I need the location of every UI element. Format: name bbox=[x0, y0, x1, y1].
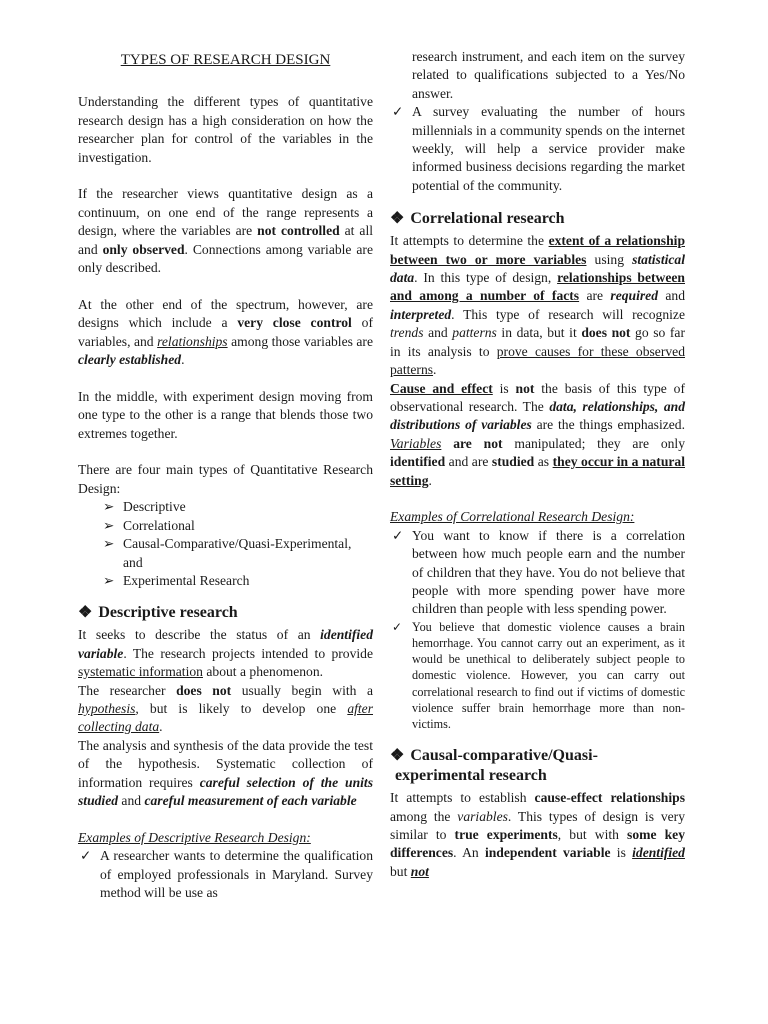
checkmark-icon: ✓ bbox=[392, 527, 404, 543]
checkmark-icon: ✓ bbox=[80, 848, 92, 864]
list-item: ✓ A researcher wants to determine the qualification of employed professionals in Maryland. Survey method will be use as bbox=[80, 848, 373, 900]
correlational-examples-heading: Examples of Correlational Research Design: bbox=[390, 509, 635, 525]
causal-paragraph-1: It attempts to establish cause-effect relationships among the variables. This types of design is very similar to true experiments, but with some key differences. An independent variable is identified but not bbox=[390, 790, 685, 879]
list-item: ✓ You believe that domestic violence causes a brain hemorrhage. You cannot carry out an experiment, as it would be unethical to deliberately subject people to domestic violence. However, you can carry out correlational research to find out if victims of domestic violence suffer brain hemorrhage more than non-victims. bbox=[392, 619, 685, 731]
list-item: ➢ Experimental Research bbox=[78, 572, 373, 590]
intro-paragraph-2: If the researcher views quantitative design as a continuum, on one end of the range represents a design, where the variables are not controlled at all and only observed. Connections among variable are only described. bbox=[78, 186, 373, 276]
causal-comparative-heading: ❖ Causal-comparative/Quasi- experimental research bbox=[390, 747, 598, 785]
descriptive-paragraph-2: The researcher does not usually begin with a hypothesis, but is likely to develop one after collecting data. bbox=[78, 682, 373, 735]
intro-paragraph-4: In the middle, with experiment design moving from one type to the other is a range that blends those two extremes together. bbox=[78, 388, 373, 441]
correlational-paragraph-2: Cause and effect is not the basis of this type of observational research. The data, relationships, and distributions of variables are the things emphasized. Variables are not manipulated; they are only identified and are studied as they occur in a natural setting. bbox=[390, 380, 686, 488]
correlational-heading: ❖ Correlational research bbox=[390, 210, 565, 228]
descriptive-heading: ❖ Descriptive research bbox=[78, 604, 238, 622]
research-types-list bbox=[78, 498, 373, 590]
intro-paragraph-3: At the other end of the spectrum, however, are designs which include a very close control of variables, and relationships among those variables are clearly established. bbox=[78, 296, 373, 368]
list-item: ➢ Causal-Comparative/Quasi-Experimental, and bbox=[103, 536, 352, 570]
diamond-bullet-icon: ❖ bbox=[78, 604, 93, 622]
diamond-bullet-icon: ❖ bbox=[390, 210, 405, 228]
left-column bbox=[78, 48, 373, 902]
page-title: TYPES OF RESEARCH DESIGN bbox=[120, 52, 331, 68]
list-item: ✓ A survey evaluating the number of hours millennials in a community spends on the internet weekly, will help a service provider make informed business decisions regarding the market potential of the community. bbox=[392, 104, 685, 193]
right-column bbox=[390, 48, 685, 881]
correlational-paragraph-1: It attempts to determine the extent of a relationship between two or more variables using statistical data. In this type of design, relationships between and among a number of facts are required and interpreted. This type of research will recognize trends and patterns in data, but it does not go so far in its analysis to prove causes for these observed patterns. bbox=[390, 233, 685, 378]
descriptive-examples-list bbox=[78, 847, 373, 902]
list-item: ✓ You want to know if there is a correlation between how much people earn and the number of children that they have. You do not believe that people with more spending power have more children than people with less spending power. bbox=[392, 527, 685, 617]
arrow-bullet-icon: ➢ bbox=[103, 499, 115, 515]
list-item: ➢ Descriptive bbox=[78, 498, 373, 516]
intro-paragraph-5: There are four main types of Quantitative Research Design: bbox=[78, 462, 373, 496]
checkmark-icon: ✓ bbox=[392, 619, 403, 634]
arrow-bullet-icon: ➢ bbox=[103, 572, 115, 588]
correlational-examples-list bbox=[390, 527, 685, 732]
descriptive-paragraph-1: It seeks to describe the status of an identified variable. The research projects intended to provide systematic information about a phenomenon. bbox=[78, 627, 373, 680]
list-item: ➢ Correlational bbox=[78, 517, 373, 535]
descriptive-examples-list-continued bbox=[390, 103, 685, 195]
arrow-bullet-icon: ➢ bbox=[103, 517, 115, 533]
descriptive-paragraph-3: The analysis and synthesis of the data provide the test of the hypothesis. Systematic collection of information requires careful selection of the units studied and careful measurement of each variable bbox=[78, 737, 373, 808]
intro-paragraph-1: Understanding the different types of quantitative research design has a high consideration on how the researcher plan for control of the variables in the investigation. bbox=[78, 94, 373, 165]
example-continued: research instrument, and each item on the survey related to qualifications subjected to a Yes/No answer. bbox=[412, 49, 685, 101]
checkmark-icon: ✓ bbox=[392, 104, 404, 120]
diamond-bullet-icon: ❖ bbox=[390, 747, 405, 765]
descriptive-examples-heading: Examples of Descriptive Research Design: bbox=[78, 829, 311, 845]
arrow-bullet-icon: ➢ bbox=[103, 536, 115, 552]
